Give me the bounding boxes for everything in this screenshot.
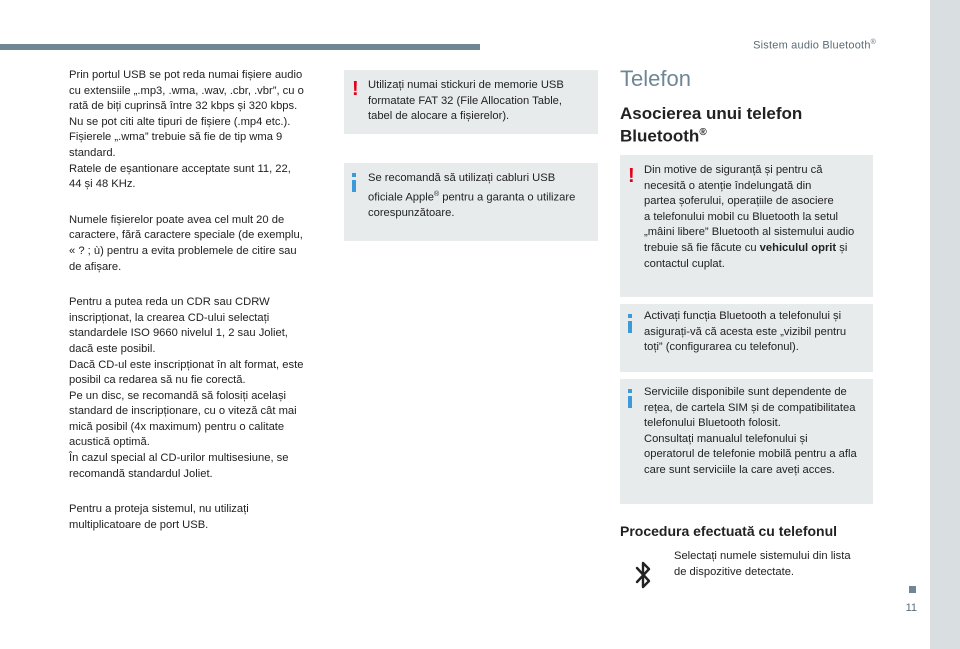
page-side-tab — [930, 0, 960, 649]
info-text: Serviciile disponibile sunt dependente de rețea, de cartela SIM și de compatibilitatea telefonului Bluetooth folosit. Consultați manualul telefonului și operatorul de telefonie mobilă pentru a afla care sunt serviciile la care aveți acces. — [644, 386, 857, 476]
info-text: Activați funcția Bluetooth a telefonului și asigurați-vă că acesta este „vizibil pentru toți” (configurarea cu telefonul). — [644, 310, 847, 354]
procedure-step-text: Selectați numele sistemului din lista de dispozitive detectate. — [674, 550, 851, 578]
info-icon — [352, 173, 356, 192]
warning-icon: ! — [352, 78, 359, 100]
subheading-pairing: Asocierea unui telefon Bluetooth® — [620, 104, 803, 146]
info-box-services — [620, 379, 873, 504]
header-rule — [0, 44, 480, 50]
page-marker — [909, 586, 916, 593]
page-number: 11 — [905, 602, 917, 614]
info-icon — [628, 389, 632, 408]
paragraph-cd-burning: Pentru a putea reda un CDR sau CDRW inscripționat, la crearea CD-ului selectați standardele ISO 9660 nivelul 1, 2 sau Joliet, dacă este posibil. Dacă CD-ul este inscripționat în alt format, este posibil ca redarea să nu fie corectă. Pe un disc, se recomandă să folosiți același standard de inscripționare, cu o viteză cât mai mică posibil (4x maximum) pentru o calitate acustică optimă. În cazul special al CD-urilor multisesiune, se recomandă standardul Joliet. — [69, 296, 304, 480]
info-box-enable-bluetooth — [620, 304, 873, 372]
info-icon — [628, 314, 632, 333]
usb-cd-notes — [69, 68, 329, 553]
bluetooth-icon — [633, 559, 653, 591]
subheading-procedure: Procedura efectuată cu telefonul — [620, 523, 838, 539]
section-title: Sistem audio Bluetooth® — [753, 39, 876, 52]
info-box-apple-cable — [344, 163, 598, 241]
info-text: Se recomandă să utilizați cabluri USB oficiale Apple® pentru a garanta o utilizare corespunzătoare. — [368, 172, 576, 219]
section-heading-telefon: Telefon — [620, 66, 691, 91]
warning-box-usb — [344, 70, 598, 134]
warning-box-safety — [620, 155, 873, 297]
warning-icon: ! — [628, 165, 635, 187]
paragraph-usb-formats: Prin portul USB se pot reda numai fișiere audio cu extensiile „.mp3, .wma, .wav, .cbr, .vbr”, cu o rată de biți cuprinsă între 32 kbps și 320 kbps. Nu se pot citi alte tipuri de fișiere (.mp4 etc.). Fișierele „.wma” trebuie să fie de tip wma 9 standard. Ratele de eșantionare acceptate sunt 11, 22, 44 și 48 KHz. — [69, 69, 304, 191]
warning-text: Din motive de siguranță și pentru că necesită o atenție îndelungată din partea șoferului, operațiile de asociere a telefonului mobil cu Bluetooth la setul „mâini libere” Bluetooth al sistemului audio trebuie să fie făcute cu vehiculul oprit și contactul cuplat. — [644, 164, 855, 270]
warning-text: Utilizați numai stickuri de memorie USB formatate FAT 32 (File Allocation Table, tabel de alocare a fișierelor). — [368, 79, 564, 123]
paragraph-file-names: Numele fișierelor poate avea cel mult 20 de caractere, fără caractere speciale (de exemplu, « ? ; ù) pentru a evita problemele de citire sau de afișare. — [69, 213, 303, 273]
paragraph-usb-hub: Pentru a proteja sistemul, nu utilizați multiplicatoare de port USB. — [69, 503, 249, 531]
